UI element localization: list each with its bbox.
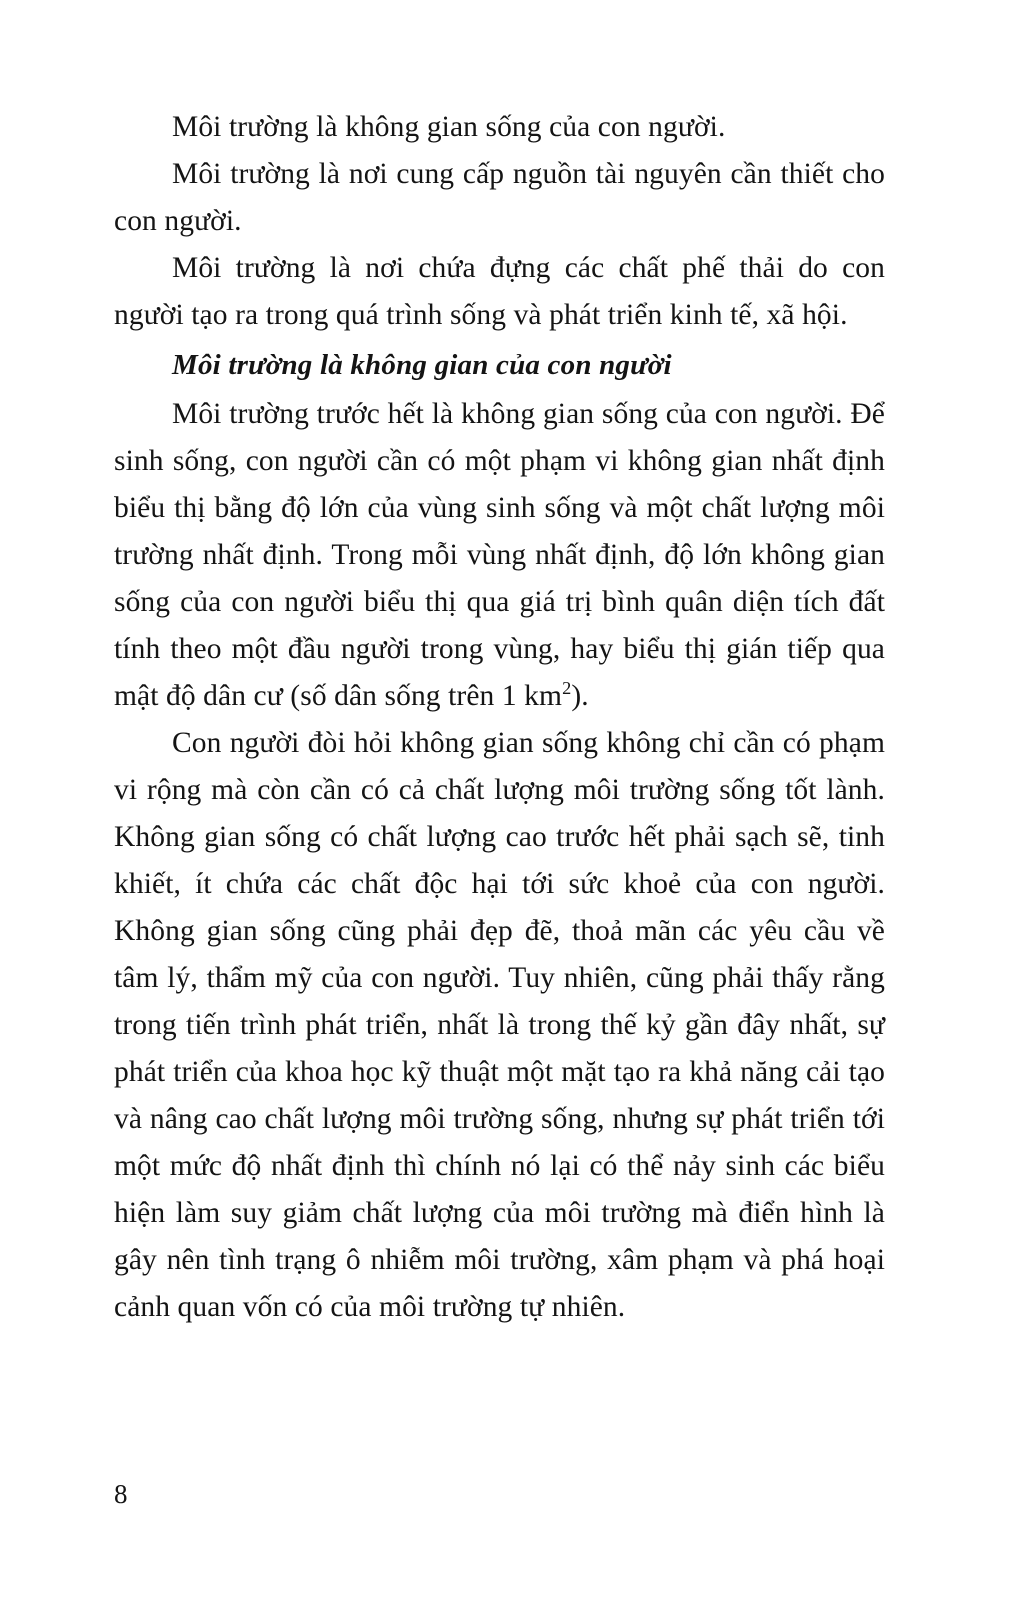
paragraph-5: Con người đòi hỏi không gian sống không chỉ cần có phạm vi rộng mà còn cần có cả chất lượng môi trường sống tốt lành. Không gian sống có chất lượng cao trước hết phải sạch sẽ, tinh khiết, ít chứa các chất độc hại tới sức khoẻ của con người. Không gian sống cũng phải đẹp đẽ, thoả mãn các yêu cầu về tâm lý, thẩm mỹ của con người. Tuy nhiên, cũng phải thấy rằng trong tiến trình phát triển, nhất là trong thế kỷ gần đây nhất, sự phát triển của khoa học kỹ thuật một mặt tạo ra khả năng cải tạo và nâng cao chất lượng môi trường sống, nhưng sự phát triển tới một mức độ nhất định thì chính nó lại có thể nảy sinh các biểu hiện làm suy giảm chất lượng của môi trường mà điển hình là gây nên tình trạng ô nhiễm môi trường, xâm phạm và phá hoại cảnh quan vốn có của môi trường tự nhiên.: [114, 727, 885, 1323]
paragraph-4-text-part1: Môi trường trước hết là không gian sống của con người. Để sinh sống, con người cần có một phạm vi không gian nhất định biểu thị bằng độ lớn của vùng sinh sống và một chất lượng môi trường nhất định. Trong mỗi vùng nhất định, độ lớn không gian sống của con người biểu thị qua giá trị bình quân diện tích đất tính theo một đầu người trong vùng, hay biểu thị gián tiếp qua mật độ dân cư (số dân sống trên 1 km: [114, 398, 885, 712]
paragraph-4-text-part2: ).: [571, 680, 589, 712]
paragraph-1: Môi trường là không gian sống của con người.: [172, 111, 726, 143]
paragraph-4-superscript: 2: [562, 678, 572, 699]
section-subheading: Môi trường là không gian của con người: [172, 349, 672, 381]
paragraph-2: Môi trường là nơi cung cấp nguồn tài nguyên cần thiết cho con người.: [114, 158, 885, 237]
paragraph-4: [114, 391, 885, 720]
paragraph-3: Môi trường là nơi chứa đựng các chất phế thải do con người tạo ra trong quá trình sống và phát triển kinh tế, xã hội.: [114, 252, 885, 331]
page-number: 8: [114, 1479, 128, 1509]
